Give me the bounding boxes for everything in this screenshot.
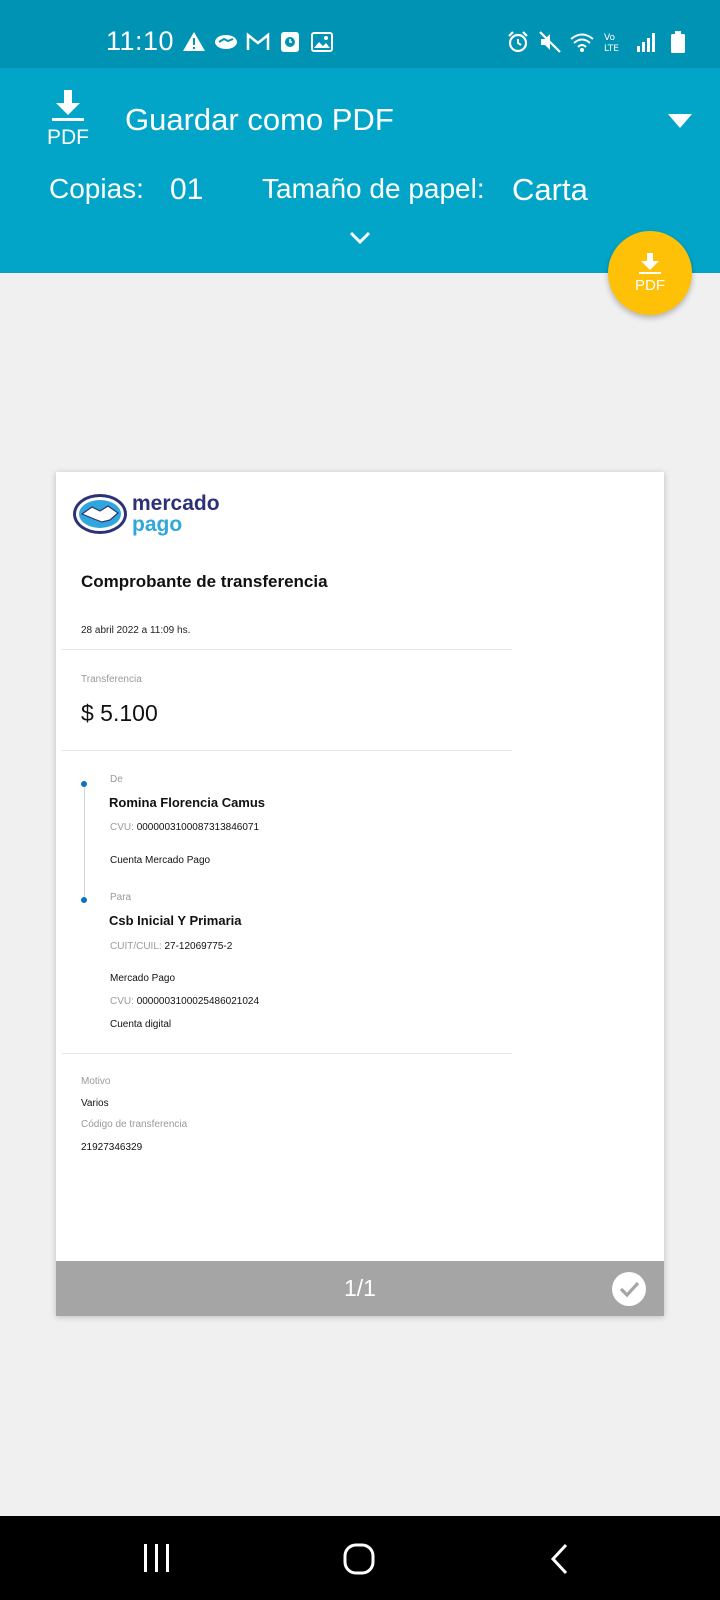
divider	[62, 649, 512, 650]
motivo-value: Varios	[81, 1098, 109, 1109]
page-indicator: 1/1	[344, 1275, 376, 1301]
warning-icon	[182, 30, 206, 54]
volte-icon	[602, 30, 626, 54]
status-time: 11:10	[106, 26, 175, 56]
from-label: De	[110, 774, 123, 785]
alarm-icon	[506, 30, 530, 54]
transfer-code-value: 21927346329	[81, 1142, 143, 1153]
page-preview[interactable]	[56, 472, 664, 1316]
copies-value[interactable]: 01	[170, 173, 204, 206]
mute-icon	[538, 30, 562, 54]
dropdown-arrow-icon[interactable]	[668, 114, 692, 130]
to-cuit-row	[110, 941, 232, 952]
timeline-dot-from	[81, 781, 87, 787]
transfer-label: Transferencia	[81, 674, 142, 685]
to-cuit-label: CUIT/CUIL:	[110, 941, 162, 952]
to-cuit: 27-12069775-2	[164, 941, 233, 952]
to-bank: Mercado Pago	[110, 973, 176, 984]
status-bar	[0, 0, 720, 68]
transfer-amount: $ 5.100	[81, 700, 158, 726]
to-cvu-label: CVU:	[110, 996, 134, 1007]
pdf-printer-icon[interactable]	[44, 90, 92, 148]
from-cvu-row	[110, 822, 259, 833]
system-icons	[506, 30, 690, 54]
from-cvu: 0000003100087313846071	[136, 822, 260, 833]
svg-text:LTE: LTE	[604, 44, 619, 54]
signal-icon	[634, 30, 658, 54]
back-icon[interactable]	[548, 1542, 570, 1576]
timeline-line	[84, 780, 85, 900]
from-account: Cuenta Mercado Pago	[110, 855, 211, 866]
paper-size-label: Tamaño de papel:	[262, 173, 485, 204]
print-header	[0, 68, 720, 273]
from-cvu-label: CVU:	[110, 822, 134, 833]
recent-apps-icon[interactable]	[142, 1542, 172, 1574]
page-footer-bar	[56, 1261, 664, 1316]
save-pdf-button[interactable]	[608, 231, 692, 315]
handshake-logo-icon	[72, 492, 128, 536]
transfer-code-label: Código de transferencia	[81, 1119, 188, 1130]
timeline-dot-to	[81, 897, 87, 903]
chevron-down-icon[interactable]	[348, 230, 372, 246]
wifi-icon	[570, 30, 594, 54]
gmail-icon	[246, 30, 270, 54]
clock-app-icon	[278, 30, 302, 54]
download-pdf-icon	[633, 253, 667, 293]
divider	[62, 1053, 512, 1054]
brand-line-2: pago	[132, 513, 183, 536]
notification-icons	[182, 30, 334, 54]
to-cvu: 0000003100025486021024	[136, 996, 260, 1007]
motivo-label: Motivo	[81, 1076, 111, 1087]
divider	[62, 750, 512, 751]
handshake-app-icon	[214, 30, 238, 54]
paper-size-value[interactable]: Carta	[512, 172, 588, 207]
pdf-icon-label: PDF	[47, 126, 89, 148]
receipt-date: 28 abril 2022 a 11:09 hs.	[81, 625, 191, 636]
brand-line-1: mercado	[132, 492, 220, 515]
to-cvu-row	[110, 996, 259, 1007]
image-icon	[310, 30, 334, 54]
copies-label: Copias:	[49, 173, 144, 204]
to-name: Csb Inicial Y Primaria	[109, 913, 242, 928]
mercado-pago-logo	[72, 492, 220, 536]
printer-title[interactable]: Guardar como PDF	[125, 102, 394, 137]
from-name: Romina Florencia Camus	[109, 795, 266, 810]
page-selected-check-icon[interactable]	[612, 1272, 646, 1306]
home-icon[interactable]	[342, 1542, 376, 1576]
receipt-title: Comprobante de transferencia	[81, 572, 328, 591]
fab-label: PDF	[635, 277, 665, 293]
to-label: Para	[110, 892, 132, 903]
battery-icon	[666, 30, 690, 54]
navigation-bar	[0, 1516, 720, 1600]
to-account: Cuenta digital	[110, 1019, 172, 1030]
svg-text:Vo: Vo	[604, 33, 615, 43]
